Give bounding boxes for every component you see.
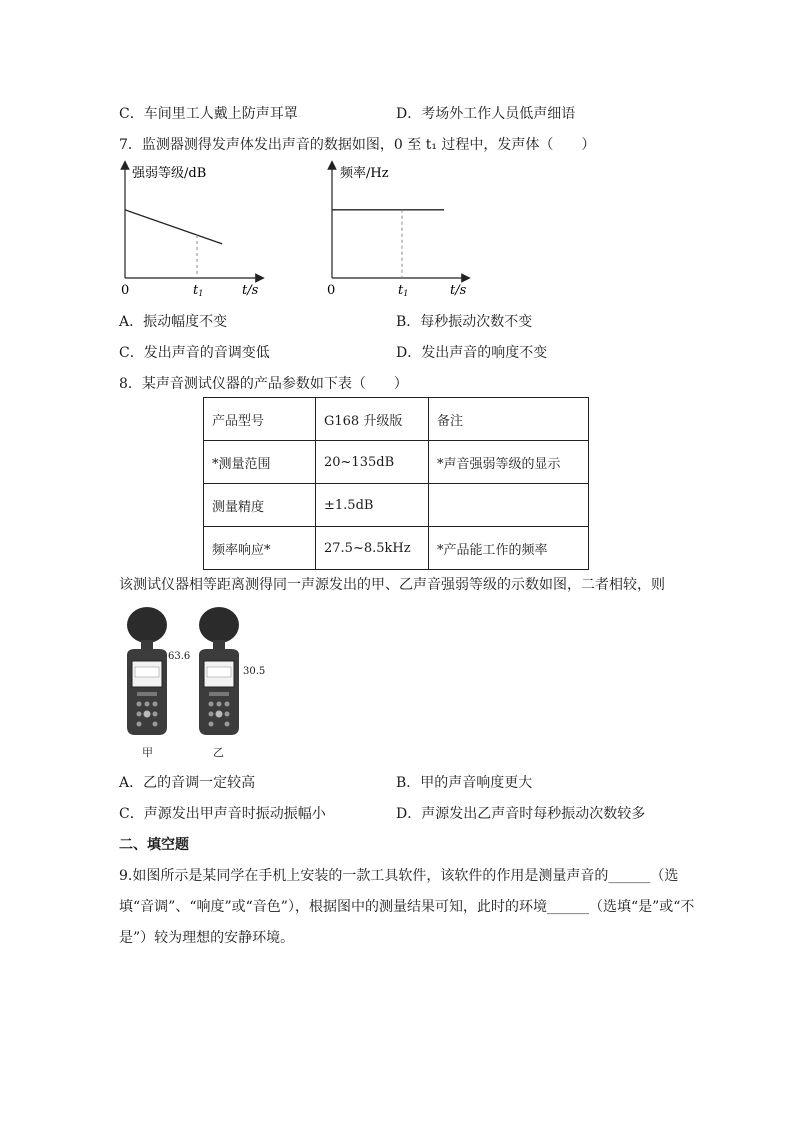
- q8-option-b: B．甲的声音响度更大: [396, 775, 533, 791]
- q8-option-a: A．乙的音调一定较高: [119, 775, 256, 791]
- q6-option-c: C．车间里工人戴上防声耳罩: [119, 106, 298, 122]
- table-cell: 频率响应*: [204, 527, 316, 570]
- table-cell: 测量精度: [204, 484, 316, 527]
- table-cell: *产品能工作的频率: [429, 527, 589, 570]
- table-cell: [429, 484, 589, 527]
- q8-stem: 8．某声音测试仪器的产品参数如下表（ ）: [119, 376, 408, 392]
- g1-xlabel: t/s: [242, 283, 259, 298]
- q8-option-c: C．声源发出甲声音时振动振幅小: [119, 806, 326, 822]
- g1-data-line: [125, 210, 222, 244]
- sound-meter-yi: [199, 607, 239, 735]
- q7-option-a: A．振动幅度不变: [119, 314, 228, 330]
- table-cell: 产品型号: [204, 398, 316, 441]
- q7-stem: [119, 134, 595, 154]
- q8-sound-meters-figure: [115, 603, 275, 763]
- g2-ylabel: 频率/Hz: [340, 166, 389, 181]
- q7-option-c: C．发出声音的音调变低: [119, 345, 270, 361]
- q6-option-d: D．考场外工作人员低声细语: [396, 106, 576, 122]
- q7-graph-frequency: [318, 160, 478, 300]
- q7-graph-intensity: [112, 160, 272, 300]
- table-cell: *测量范围: [204, 441, 316, 484]
- table-cell: 27.5~8.5kHz: [316, 527, 429, 570]
- q9-line-1: 9.如图所示是某同学在手机上安装的一款工具软件，该软件的作用是测量声音的______（选: [119, 868, 679, 884]
- meter-yi-label: 乙: [213, 746, 224, 759]
- table-cell: *声音强弱等级的显示: [429, 441, 589, 484]
- table-cell: ±1.5dB: [316, 484, 429, 527]
- meter-jia-label: 甲: [142, 746, 153, 759]
- g1-origin: 0: [121, 283, 130, 298]
- table-row: [204, 527, 589, 570]
- table-cell: G168 升级版: [316, 398, 429, 441]
- g2-origin: 0: [327, 283, 336, 298]
- g1-t1-tick: t1: [193, 283, 204, 298]
- g2-xlabel: t/s: [450, 283, 467, 298]
- table-cell: 20~135dB: [316, 441, 429, 484]
- table-row: [204, 398, 589, 441]
- meter-yi-reading: 30.5: [243, 666, 266, 677]
- table-row: [204, 441, 589, 484]
- q9-line-2: 填“音调”、“响度”或“音色”），根据图中的测量结果可知，此时的环境______（选填“是”或“不: [119, 899, 695, 915]
- table-cell: 备注: [429, 398, 589, 441]
- meter-jia-reading: 63.6: [168, 651, 191, 662]
- sound-meter-jia: [127, 607, 167, 735]
- q8-after-table-text: 该测试仪器相等距离测得同一声源发出的甲、乙声音强弱等级的示数如图，二者相较，则: [119, 577, 665, 593]
- g1-ylabel: 强弱等级/dB: [132, 166, 207, 181]
- q7-stem-text: 7．监测器测得发声体发出声音的数据如图，0 至 t₁ 过程中，发声体（ ）: [119, 137, 596, 153]
- q7-option-d: D．发出声音的响度不变: [396, 345, 548, 361]
- section-title-fill-in: 二、填空题: [119, 837, 189, 853]
- table-row: [204, 484, 589, 527]
- q7-option-b: B．每秒振动次数不变: [396, 314, 533, 330]
- g2-t1-tick: t1: [398, 283, 409, 298]
- q8-option-d: D．声源发出乙声音时每秒振动次数较多: [396, 806, 646, 822]
- q9-line-3: 是”）较为理想的安静环境。: [119, 930, 295, 946]
- q8-parameter-table: [203, 397, 589, 570]
